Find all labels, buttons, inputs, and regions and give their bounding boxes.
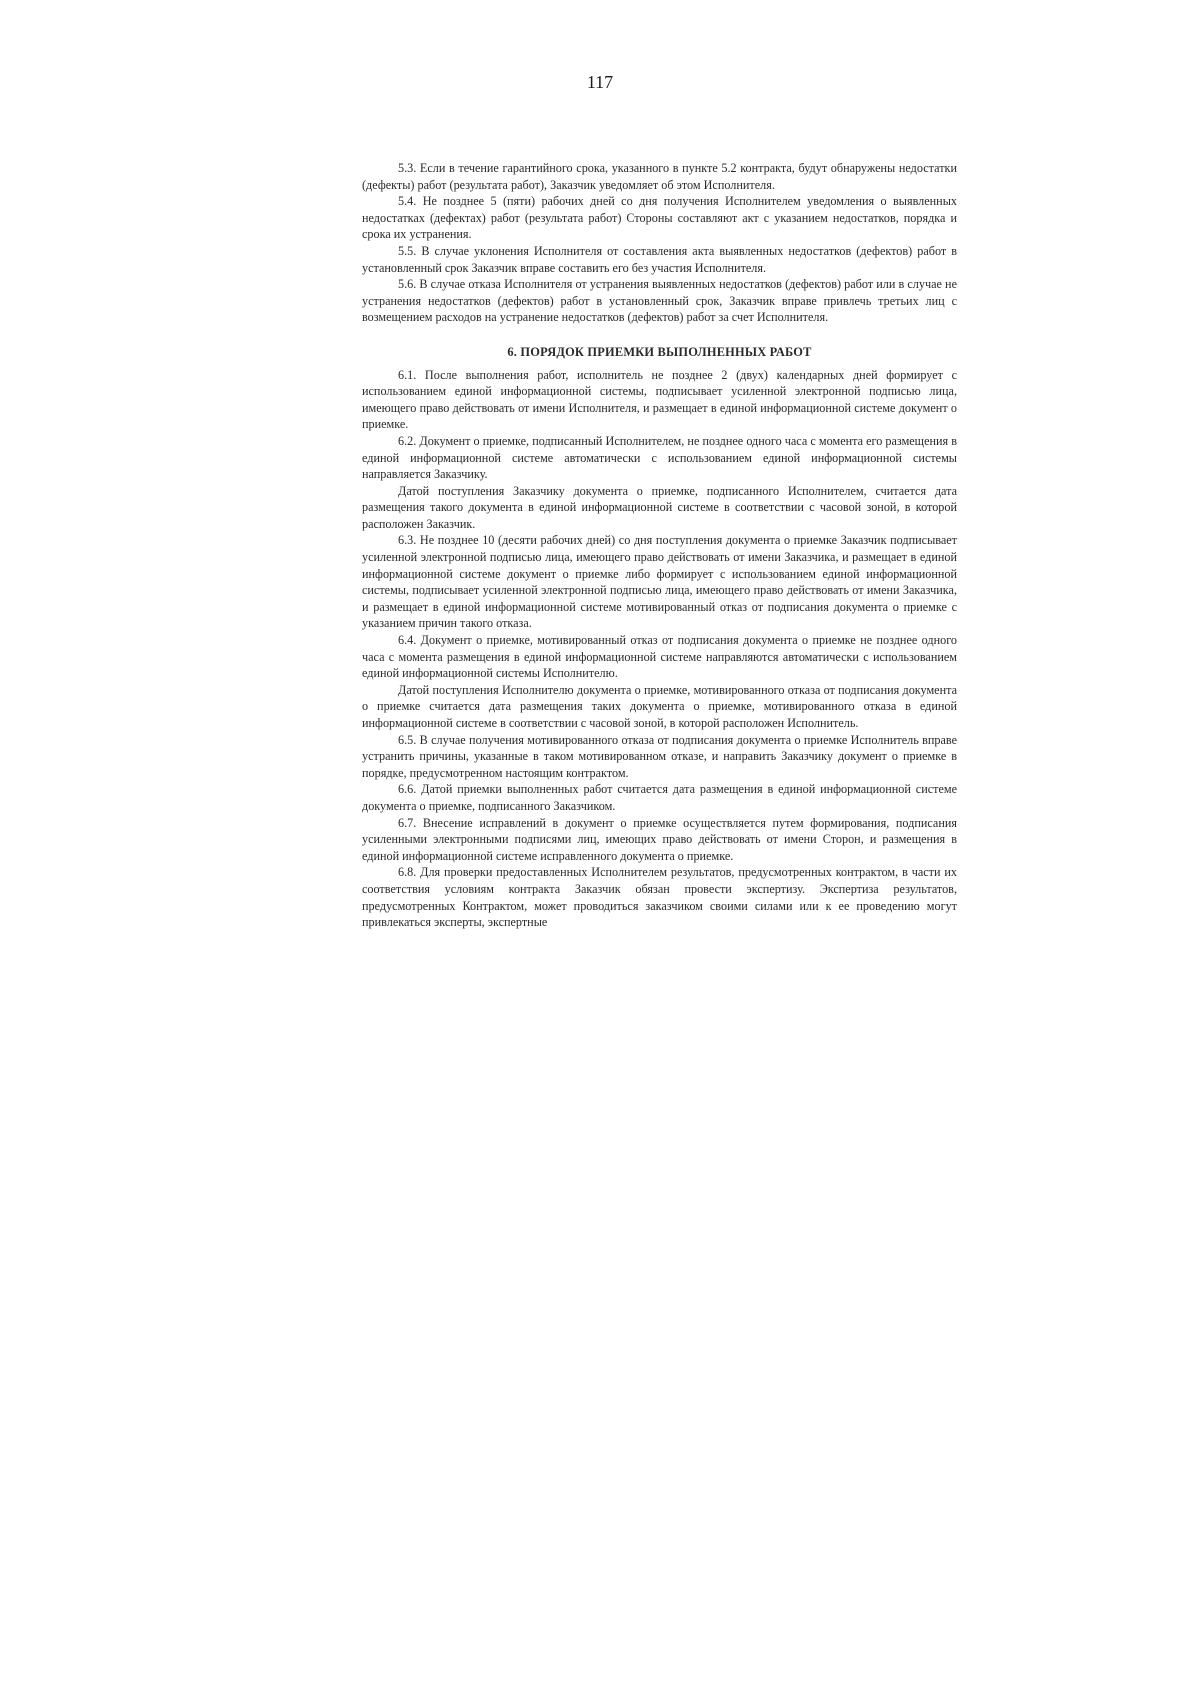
paragraph-6-4: 6.4. Документ о приемке, мотивированный отказ от подписания документа о приемке не позднее одного часа с момента размещения в единой информационной системе направляются автоматически с использованием единой информационной системы Исполнителю. <box>362 633 957 681</box>
paragraph-6-1: 6.1. После выполнения работ, исполнитель не позднее 2 (двух) календарных дней формирует с использованием единой информационной системы, подписывает усиленной электронной подписью лица, имеющего право действовать от имени Исполнителя, и размещает в единой информационной системе документ о приемке. <box>362 367 957 432</box>
paragraph-6-2: 6.2. Документ о приемке, подписанный Исполнителем, не позднее одного часа с момента его размещения в единой информационной системе автоматически с использованием единой информационной системы направляется Заказчику. <box>362 433 957 482</box>
paragraph-6-5: 6.5. В случае получения мотивированного отказа от подписания документа о приемке Исполнитель вправе устранить причины, указанные в таком мотивированном отказе, и направить Заказчику документ о приемке в порядке, предусмотренном настоящим контрактом. <box>362 732 957 780</box>
page-number: 117 <box>586 72 614 92</box>
document-body <box>362 160 957 931</box>
paragraph-5-6: 5.6. В случае отказа Исполнителя от устранения выявленных недостатков (дефектов) работ или в случае не устранения недостатков (дефектов) работ в установленный срок, Заказчик вправе привлечь третьих лиц с возмещением расходов на устранение недостатков (дефектов) работ за счет Исполнителя. <box>362 277 957 325</box>
section-6-title: 6. ПОРЯДОК ПРИЕМКИ ВЫПОЛНЕННЫХ РАБОТ <box>507 344 812 359</box>
paragraph-6-4-date: Датой поступления Исполнителю документа о приемке, мотивированного отказа от подписания документа о приемке считается дата размещения таких документа о приемке, мотивированного отказа в единой информационной системе в соответствии с часовой зоной, в которой расположен Исполнитель. <box>362 682 957 730</box>
paragraph-6-7: 6.7. Внесение исправлений в документ о приемке осуществляется путем формирования, подписания усиленными электронными подписями лиц, имеющих право действовать от имени Сторон, и размещения в единой информационной системе исправленного документа о приемке. <box>362 815 957 863</box>
paragraph-6-3: 6.3. Не позднее 10 (десяти рабочих дней) со дня поступления документа о приемке Заказчик подписывает усиленной электронной подписью лица, имеющего право действовать от имени Заказчика, и размещает в единой информационной системе документ о приемке либо формирует с использованием единой информационной системы, подписывает усиленной электронной подписью лица, имеющего право действовать от имени Заказчика, и размещает в единой информационной системе мотивированный отказ от подписания документа о приемке с указанием причин такого отказа. <box>362 533 957 631</box>
paragraph-5-3: 5.3. Если в течение гарантийного срока, указанного в пункте 5.2 контракта, будут обнаружены недостатки (дефекты) работ (результата работ), Заказчик уведомляет об этом Исполнителя. <box>362 161 957 192</box>
paragraph-6-6: 6.6. Датой приемки выполненных работ считается дата размещения в единой информационной системе документа о приемке, подписанного Заказчиком. <box>362 782 957 813</box>
paragraph-5-5: 5.5. В случае уклонения Исполнителя от составления акта выявленных недостатков (дефектов) работ в установленный срок Заказчик вправе составить его без участия Исполнителя. <box>362 243 957 275</box>
paragraph-6-8: 6.8. Для проверки предоставленных Исполнителем результатов, предусмотренных контрактом, в части их соответствия условиям контракта Заказчик обязан провести экспертизу. Экспертиза результатов, предусмотренных Контрактом, может проводиться заказчиком своими силами или к ее проведению могут привлекаться эксперты, экспертные <box>362 865 957 930</box>
paragraph-6-2-date: Датой поступления Заказчику документа о приемке, подписанного Исполнителем, считается дата размещения такого документа в единой информационной системе в соответствии с часовой зоной, в которой расположен Заказчик. <box>362 483 957 531</box>
paragraph-5-4: 5.4. Не позднее 5 (пяти) рабочих дней со дня получения Исполнителем уведомления о выявленных недостатках (дефектах) работ (результата работ) Стороны составляют акт с указанием недостатков, порядка и срока их устранения. <box>362 194 957 242</box>
